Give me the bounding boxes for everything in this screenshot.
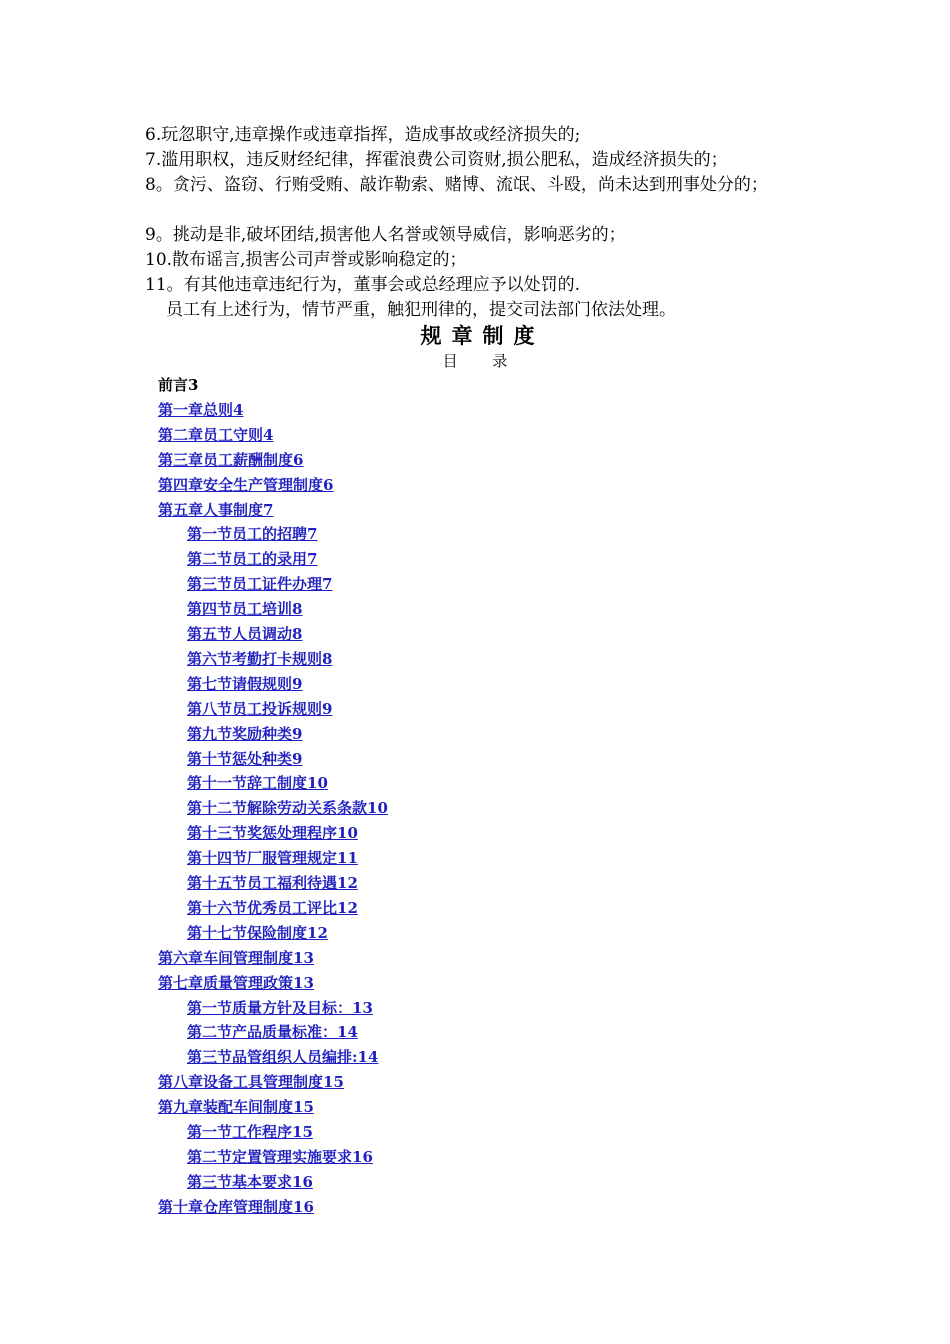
toc-link[interactable]: 第七章质量管理政策13	[158, 973, 314, 992]
document-title: 规章制度	[420, 323, 545, 348]
toc-entry[interactable]	[158, 475, 333, 495]
toc-entry[interactable]	[187, 1147, 373, 1167]
toc-link[interactable]: 第三节员工证件办理7	[187, 575, 333, 594]
toc-link[interactable]: 第二章员工守则4	[158, 425, 274, 444]
toc-entry[interactable]	[158, 1097, 314, 1117]
toc-link[interactable]: 第三章员工薪酬制度6	[158, 450, 304, 469]
toc-link[interactable]: 第三节品管组织人员编排:14	[187, 1048, 379, 1067]
paragraph-item-6: 6.玩忽职守,违章操作或违章指挥，造成事故或经济损失的;	[145, 125, 581, 145]
toc-link[interactable]: 第十四节厂服管理规定11	[187, 849, 358, 868]
toc-link[interactable]: 第十二节解除劳动关系条款10	[187, 799, 388, 818]
toc-entry[interactable]	[187, 773, 328, 793]
toc-entry[interactable]	[158, 973, 314, 993]
toc-entry[interactable]	[187, 848, 358, 868]
toc-link[interactable]: 第十一节辞工制度10	[187, 774, 328, 793]
toc-link[interactable]: 第九节奖励种类9	[187, 724, 303, 743]
toc-entry[interactable]	[158, 400, 243, 420]
toc-link[interactable]: 第八章设备工具管理制度15	[158, 1073, 344, 1092]
toc-entry[interactable]	[187, 624, 302, 644]
toc-entry[interactable]	[158, 425, 273, 445]
toc-label: 前言3	[158, 376, 199, 394]
toc-link[interactable]: 第十三节奖惩处理程序10	[187, 824, 358, 843]
toc-link[interactable]: 第十六节优秀员工评比12	[187, 898, 358, 917]
toc-entry[interactable]	[187, 823, 358, 843]
toc-link[interactable]: 第八节员工投诉规则9	[187, 699, 333, 718]
toc-link[interactable]: 第十七节保险制度12	[187, 923, 328, 942]
toc-link[interactable]: 第一章总则4	[158, 400, 244, 419]
toc-entry[interactable]	[187, 724, 302, 744]
toc-entry[interactable]	[187, 1172, 313, 1192]
toc-link[interactable]: 第二节定置管理实施要求16	[187, 1147, 373, 1166]
paragraph-item-11: 11。有其他违章违纪行为，董事会或总经理应予以处罚的.	[145, 275, 581, 295]
toc-entry[interactable]	[187, 699, 332, 719]
toc-entry[interactable]	[187, 549, 317, 569]
toc-entry[interactable]	[158, 1197, 314, 1217]
toc-link[interactable]: 第十节惩处种类9	[187, 749, 303, 768]
toc-entry[interactable]	[187, 1022, 358, 1042]
toc-entry[interactable]	[158, 1072, 344, 1092]
toc-entry[interactable]	[187, 873, 358, 893]
toc-link[interactable]: 第六章车间管理制度13	[158, 948, 314, 967]
toc-entry[interactable]	[158, 450, 303, 470]
toc-entry[interactable]	[187, 649, 332, 669]
toc-link[interactable]: 第一节质量方针及目标：13	[187, 998, 373, 1017]
toc-link[interactable]: 第四章安全生产管理制度6	[158, 475, 334, 494]
toc-link[interactable]: 第一节工作程序15	[187, 1123, 313, 1141]
toc-link[interactable]: 第三节基本要求16	[187, 1172, 313, 1191]
toc-link[interactable]: 第四节员工培训8	[187, 600, 303, 619]
toc-entry[interactable]	[187, 898, 358, 918]
toc-link[interactable]: 第五章人事制度7	[158, 500, 274, 519]
toc-entry[interactable]	[187, 574, 332, 594]
paragraph-summary: 员工有上述行为，情节严重，触犯刑律的，提交司法部门依法处理。	[166, 300, 676, 320]
toc-entry[interactable]	[187, 749, 302, 769]
toc-entry[interactable]	[187, 798, 388, 818]
paragraph-item-9: 9。挑动是非,破坏团结,损害他人名誉或领导威信，影响恶劣的；	[145, 225, 626, 245]
toc-entry[interactable]	[158, 948, 314, 968]
toc-entry[interactable]	[158, 500, 273, 520]
toc-entry[interactable]	[187, 1122, 313, 1142]
paragraph-item-7: 7.滥用职权，违反财经纪律，挥霍浪费公司资财,损公肥私，造成经济损失的；	[145, 150, 728, 170]
toc-entry	[158, 375, 198, 395]
toc-entry[interactable]	[187, 674, 302, 694]
toc-link[interactable]: 第十章仓库管理制度16	[158, 1197, 314, 1216]
paragraph-item-10: 10.散布谣言,损害公司声誉或影响稳定的；	[145, 250, 467, 270]
toc-entry[interactable]	[187, 1047, 378, 1067]
toc-entry[interactable]	[187, 998, 373, 1018]
paragraph-item-8: 8。贪污、盗窃、行贿受贿、敲诈勒索、赌博、流氓、斗殴，尚未达到刑事处分的；	[145, 175, 768, 195]
toc-link[interactable]: 第九章装配车间制度15	[158, 1098, 314, 1117]
toc-link[interactable]: 第二节产品质量标准：14	[187, 1023, 358, 1042]
toc-heading: 目 录	[442, 352, 508, 370]
toc-link[interactable]: 第一节员工的招聘7	[187, 525, 318, 544]
toc-entry[interactable]	[187, 599, 302, 619]
toc-link[interactable]: 第六节考勤打卡规则8	[187, 649, 333, 668]
toc-link[interactable]: 第五节人员调动8	[187, 625, 303, 643]
toc-entry[interactable]	[187, 923, 328, 943]
toc-entry[interactable]	[187, 524, 317, 544]
toc-link[interactable]: 第十五节员工福利待遇12	[187, 874, 358, 892]
toc-link[interactable]: 第七节请假规则9	[187, 674, 303, 693]
toc-link[interactable]: 第二节员工的录用7	[187, 550, 318, 569]
